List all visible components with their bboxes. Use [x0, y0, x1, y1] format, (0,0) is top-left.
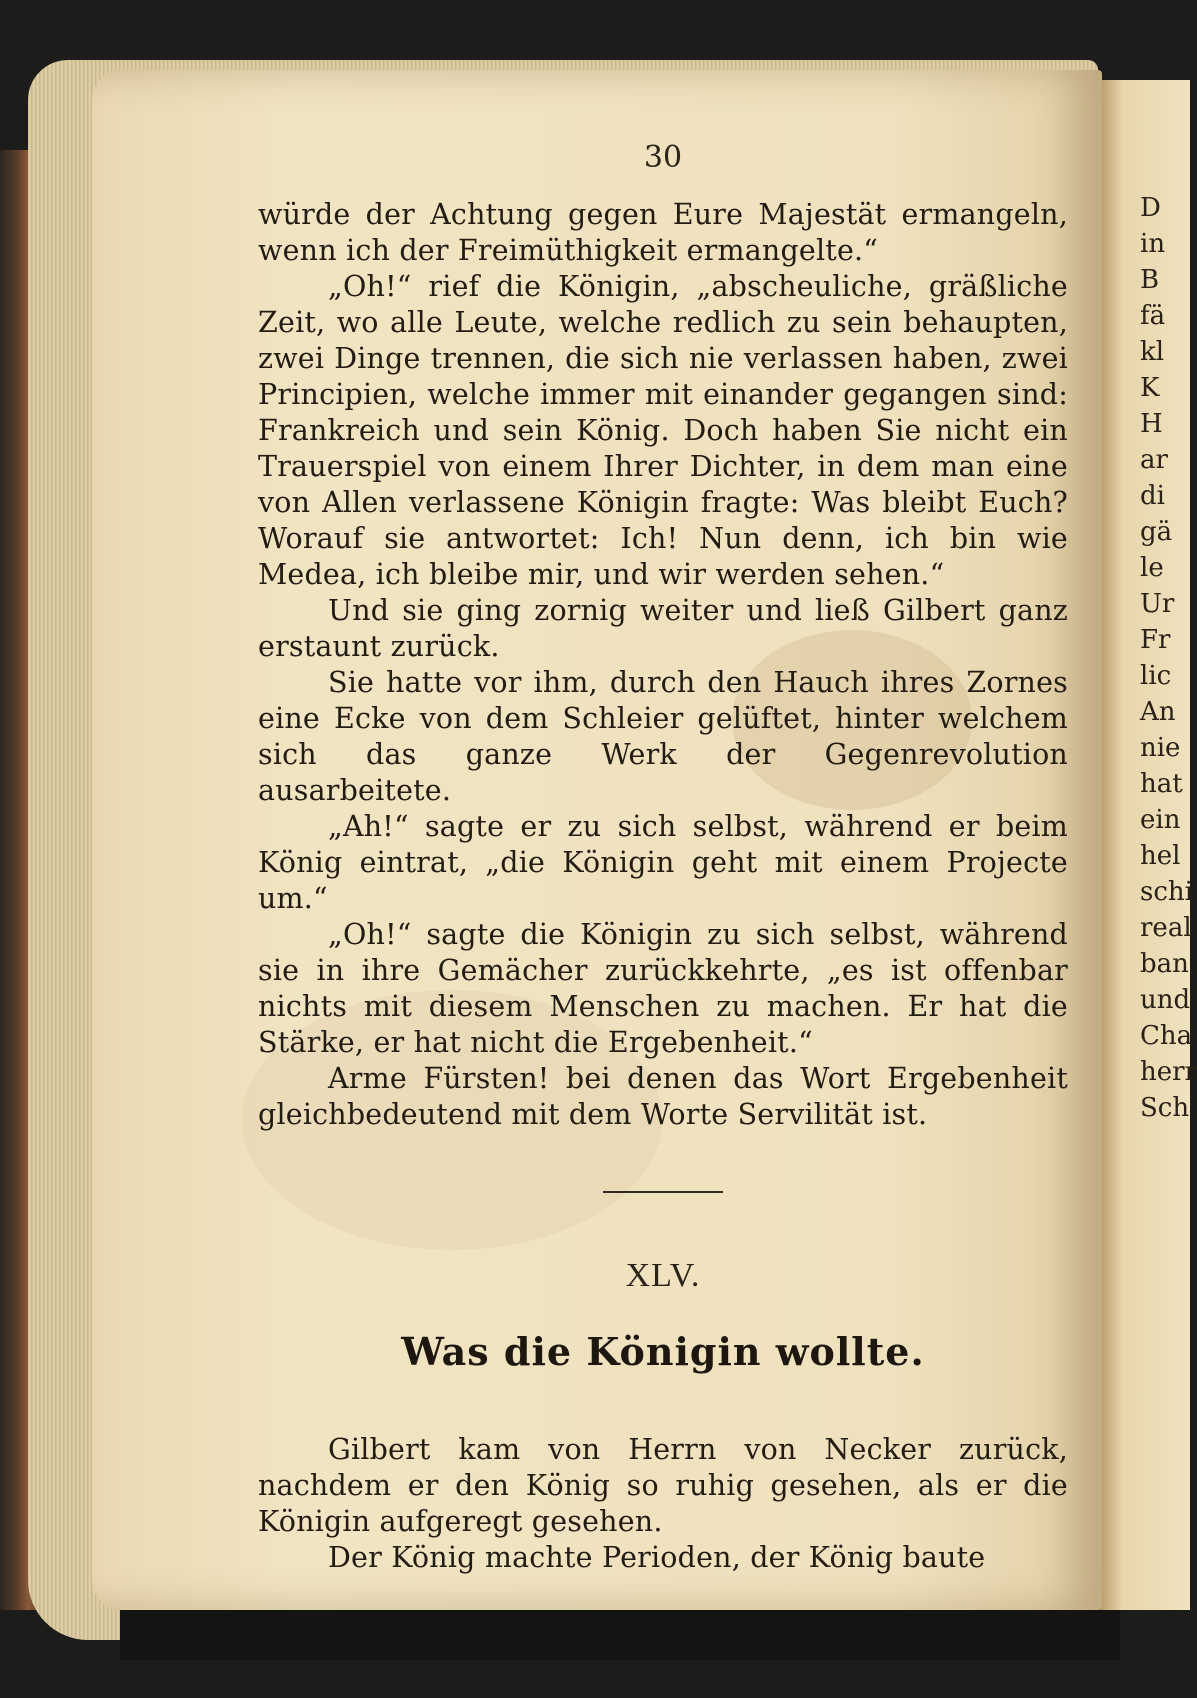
- facing-page-fragment: Ur: [1140, 589, 1175, 619]
- facing-page-fragment: ar: [1140, 445, 1168, 475]
- facing-page-fragment: fä: [1140, 301, 1166, 331]
- facing-page-fragment: ein: [1140, 805, 1181, 835]
- facing-page-fragment: hel: [1140, 841, 1181, 871]
- facing-page-fragment: in: [1140, 229, 1166, 259]
- facing-page-fragment: lic: [1140, 661, 1172, 691]
- facing-page-fragment: schi: [1140, 877, 1193, 907]
- paragraph: Und sie ging zornig weiter und ließ Gilbert ganz erstaunt zurück.: [258, 594, 1068, 663]
- facing-page-fragment: gä: [1140, 517, 1173, 547]
- text-block: [258, 197, 1068, 1133]
- facing-page-fragment: kl: [1140, 337, 1165, 367]
- facing-page-fragment: Sch: [1140, 1093, 1190, 1123]
- facing-page-fragment: D: [1140, 193, 1161, 223]
- paragraph: Der König machte Perioden, der König baute: [328, 1541, 986, 1574]
- facing-page-fragment: B: [1140, 265, 1160, 295]
- paragraph: „Ah!“ sagte er zu sich selbst, während er beim König eintrat, „die Königin geht mit einem Projecte um.“: [258, 810, 1068, 915]
- facing-page-fragment: An: [1140, 697, 1176, 727]
- paragraph: Sie hatte vor ihm, durch den Hauch ihres Zornes eine Ecke von dem Schleier gelüftet, hinter welchem sich das ganze Werk der Gegenrevolution ausarbeitete.: [258, 666, 1068, 807]
- facing-page-fragment: Cha: [1140, 1021, 1193, 1051]
- facing-page-fragment: K: [1140, 373, 1160, 403]
- paragraph: „Oh!“ rief die Königin, „abscheuliche, gräßliche Zeit, wo alle Leute, welche redlich zu sein behaupten, zwei Dinge trennen, die sich nie verlassen haben, zwei Principien, welche immer mit einander gegangen sind: Frankreich und sein König. Doch haben Sie nicht ein Trauerspiel von einem Ihrer Dichter, in dem man eine von Allen verlassene Königin fragte: Was bleibt Euch? Worauf sie antwortet: Ich! Nun denn, ich bin wie Medea, ich bleibe mir, und wir werden sehen.“: [258, 270, 1068, 591]
- bottom-shadow: [120, 1610, 1120, 1660]
- paragraph: würde der Achtung gegen Eure Majestät ermangeln, wenn ich der Freimüthigkeit ermangelte.“: [258, 198, 1068, 267]
- facing-page-fragment: herr: [1140, 1057, 1197, 1087]
- facing-page-fragment: nie: [1140, 733, 1181, 763]
- facing-page-fragment: le: [1140, 553, 1164, 583]
- chapter-text-block: [258, 1432, 1068, 1576]
- section-divider: [603, 1191, 723, 1193]
- page-content: [258, 140, 1068, 1576]
- facing-page-fragment: ban: [1140, 949, 1189, 979]
- facing-page-text: [1140, 190, 1197, 1126]
- paragraph: Gilbert kam von Herrn von Necker zurück, nachdem er den König so ruhig gesehen, als er die Königin aufgeregt gesehen.: [258, 1433, 1068, 1538]
- chapter-number: XLV.: [625, 1257, 701, 1294]
- facing-page-fragment: und: [1140, 985, 1191, 1015]
- chapter-title: Was die Königin wollte.: [401, 1329, 925, 1374]
- facing-page-fragment: Fr: [1140, 625, 1171, 655]
- facing-page-fragment: H: [1140, 409, 1163, 439]
- paragraph: Arme Fürsten! bei denen das Wort Ergebenheit gleichbedeutend mit dem Worte Servilität ist.: [258, 1062, 1068, 1131]
- facing-page-fragment: real: [1140, 913, 1192, 943]
- page-number: 30: [643, 140, 683, 175]
- facing-page-fragment: di: [1140, 481, 1165, 511]
- paragraph: „Oh!“ sagte die Königin zu sich selbst, während sie in ihre Gemächer zurückkehrte, „es ist offenbar nichts mit diesem Menschen zu machen. Er hat die Stärke, er hat nicht die Ergebenheit.“: [258, 918, 1068, 1059]
- facing-page-fragment: hat: [1140, 769, 1183, 799]
